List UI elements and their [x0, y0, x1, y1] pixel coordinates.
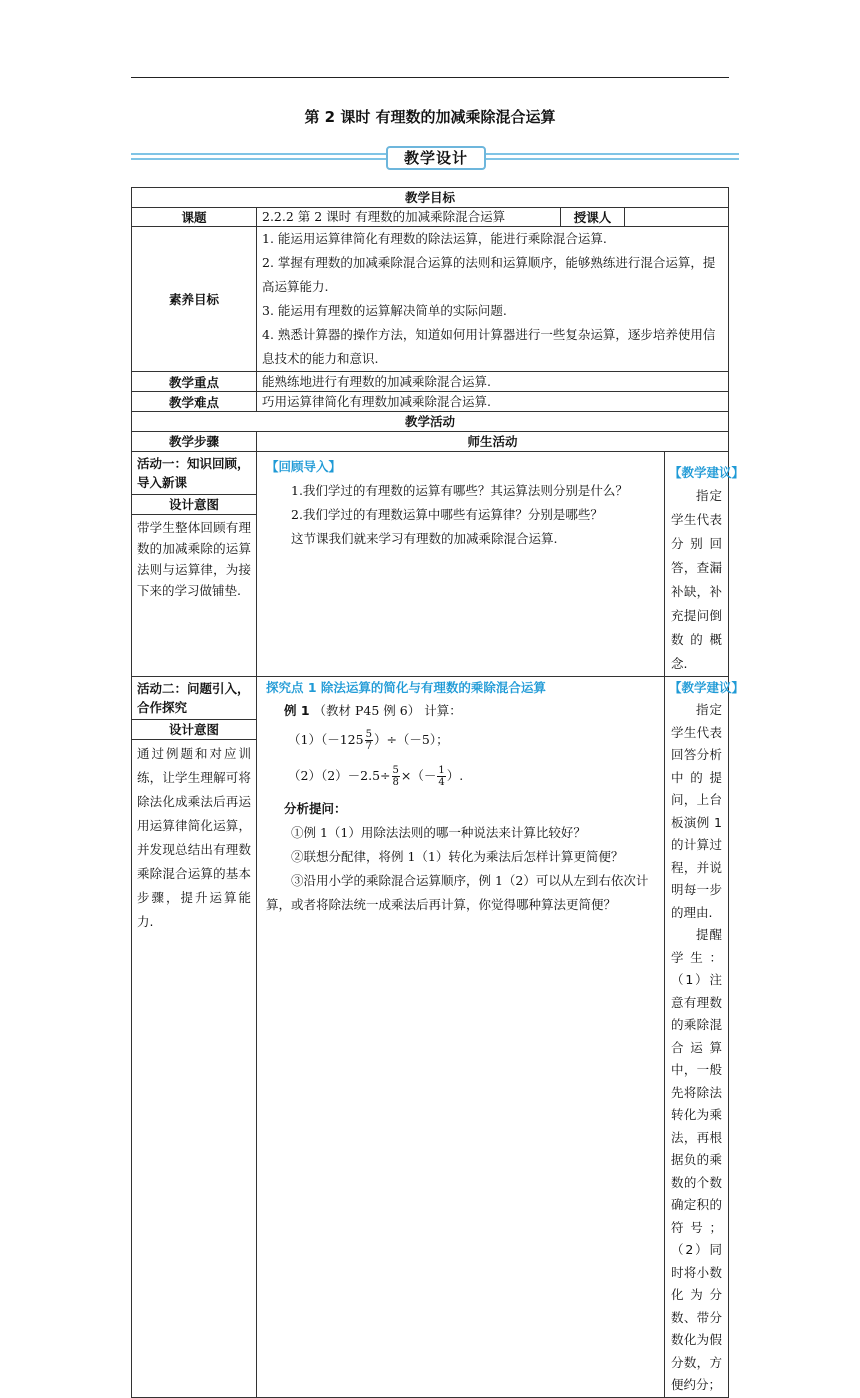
review-intro: 这节课我们就来学习有理数的加减乘除混合运算.	[291, 531, 558, 546]
literacy-label: 素养目标	[132, 227, 257, 372]
example-part-2	[266, 757, 657, 795]
example-part-1	[266, 723, 657, 757]
topic-value: 2.2.2 第 2 课时 有理数的加减乘除混合运算	[257, 208, 561, 227]
activities-header-row	[132, 412, 729, 432]
analysis-question-2: ②联想分配律，将例 1（1）转化为乘法后怎样计算更简便？	[291, 849, 624, 864]
goal-item: 2. 掌握有理数的加减乘除混合运算的法则和运算顺序，能够熟练进行混合运算，提高运算能力.	[262, 255, 716, 294]
activities-header: 教学活动	[132, 412, 729, 432]
frac-den: 4	[438, 777, 445, 788]
analysis-question-1: ①例 1（1）用除法法则的哪一种说法来计算比较好？	[291, 825, 586, 840]
activity2-intent-label: 设计意图	[132, 720, 256, 740]
review-question-1: 1.我们学过的有理数的运算有哪些？其运算法则分别是什么？	[291, 483, 628, 498]
explore-point-title: 探究点 1 除法运算的简化与有理数的乘除混合运算	[266, 680, 546, 695]
advice-tag: 【教学建议】	[669, 465, 745, 480]
activity1-advice	[665, 452, 745, 677]
example-line	[266, 699, 657, 723]
activity2-advice	[665, 677, 745, 1398]
frac-den: 7	[365, 741, 372, 752]
expr-text: ）.	[446, 768, 464, 783]
key-value: 能熟练地进行有理数的加减乘除混合运算.	[257, 372, 729, 392]
fraction	[365, 729, 373, 752]
banner-label: 教学设计	[386, 146, 486, 170]
activity2-intent-text: 通过例题和对应训练，让学生理解可将除法化成乘法后再运用运算律简化运算，并发现总结出有理数乘除混合运算的基本步骤，提升运算能力.	[137, 746, 251, 929]
page-title: 第 2 课时 有理数的加减乘除混合运算	[304, 108, 556, 126]
review-tag: 【回顾导入】	[266, 459, 342, 474]
activity2-title: 活动二：问题引入，合作探究	[132, 677, 256, 720]
activity1-title: 活动一：知识回顾，导入新课	[132, 452, 256, 495]
analysis-label: 分析提问：	[284, 801, 347, 816]
top-rule	[131, 77, 729, 78]
goal-item: 3. 能运用有理数的运算解决简单的实际问题.	[262, 303, 507, 318]
frac-num: 5	[365, 729, 372, 740]
teacher-value	[625, 208, 729, 227]
frac-num: 1	[438, 765, 445, 776]
goals-header-row	[132, 188, 729, 208]
difficulty-value: 巧用运算律简化有理数加减乘除混合运算.	[257, 392, 729, 412]
expr-text: ）÷（－5）；	[373, 732, 449, 747]
advice-text: 指定学生代表回答分析中的提问，上台板演例 1 的计算过程，并说明每一步的理由.	[671, 702, 722, 920]
frac-den: 8	[392, 777, 399, 788]
activity2-row	[132, 677, 729, 1398]
topic-row	[132, 208, 729, 227]
fraction	[392, 765, 400, 788]
expr-text: ×（－	[400, 768, 437, 783]
example-label: 例 1	[284, 703, 310, 718]
literacy-row	[132, 227, 729, 372]
topic-label: 课题	[132, 208, 257, 227]
difficulty-label: 教学难点	[132, 392, 257, 412]
section-banner	[131, 146, 739, 170]
expr-text: （1）（－125	[288, 732, 364, 747]
fraction	[437, 765, 445, 788]
advice-text: 指定学生代表分别回答，查漏补缺，补充提问倒数的概念.	[671, 488, 722, 671]
key-label: 教学重点	[132, 372, 257, 392]
key-row	[132, 372, 729, 392]
col-activity: 师生活动	[257, 432, 729, 452]
advice-tag: 【教学建议】	[669, 680, 745, 695]
col-steps: 教学步骤	[132, 432, 257, 452]
difficulty-row	[132, 392, 729, 412]
goal-item: 4. 熟悉计算器的操作方法，知道如何用计算器进行一些复杂运算，逐步培养使用信息技术的能力和意识.	[262, 327, 716, 366]
advice-text: 提醒学生：（1）注意有理数的乘除混合运算中，一般先将除法转化为乘法，再根据负的乘数的个数确定积的符号；（2）同时将小数化为分数、带分数化为假分数，方便约分；	[671, 927, 722, 1392]
activity1-intent-label: 设计意图	[132, 495, 256, 515]
review-question-2: 2.我们学过的有理数运算中哪些有运算律？分别是哪些？	[291, 507, 603, 522]
teacher-label: 授课人	[561, 208, 625, 227]
column-header-row	[132, 432, 729, 452]
activity1-content	[257, 452, 665, 677]
literacy-goals	[257, 227, 729, 372]
analysis-question-3: ③沿用小学的乘除混合运算顺序，例 1（2）可以从左到右依次计算，或者将除法统一成乘法后再计算，你觉得哪种算法更简便？	[266, 873, 649, 912]
activity1-steps	[132, 452, 257, 677]
activity2-content	[257, 677, 665, 1398]
expr-text: （2）（2）－2.5÷	[288, 768, 391, 783]
activity1-intent-text: 带学生整体回顾有理数的加减乘除的运算法则与运算律，为接下来的学习做铺垫.	[137, 520, 251, 598]
goals-header: 教学目标	[132, 188, 729, 208]
activity2-steps	[132, 677, 257, 1398]
example-source: （教材 P45 例 6） 计算：	[313, 703, 462, 718]
activity1-row	[132, 452, 729, 677]
goal-item: 1. 能运用运算律简化有理数的除法运算，能进行乘除混合运算.	[262, 231, 607, 246]
frac-num: 5	[392, 765, 399, 776]
